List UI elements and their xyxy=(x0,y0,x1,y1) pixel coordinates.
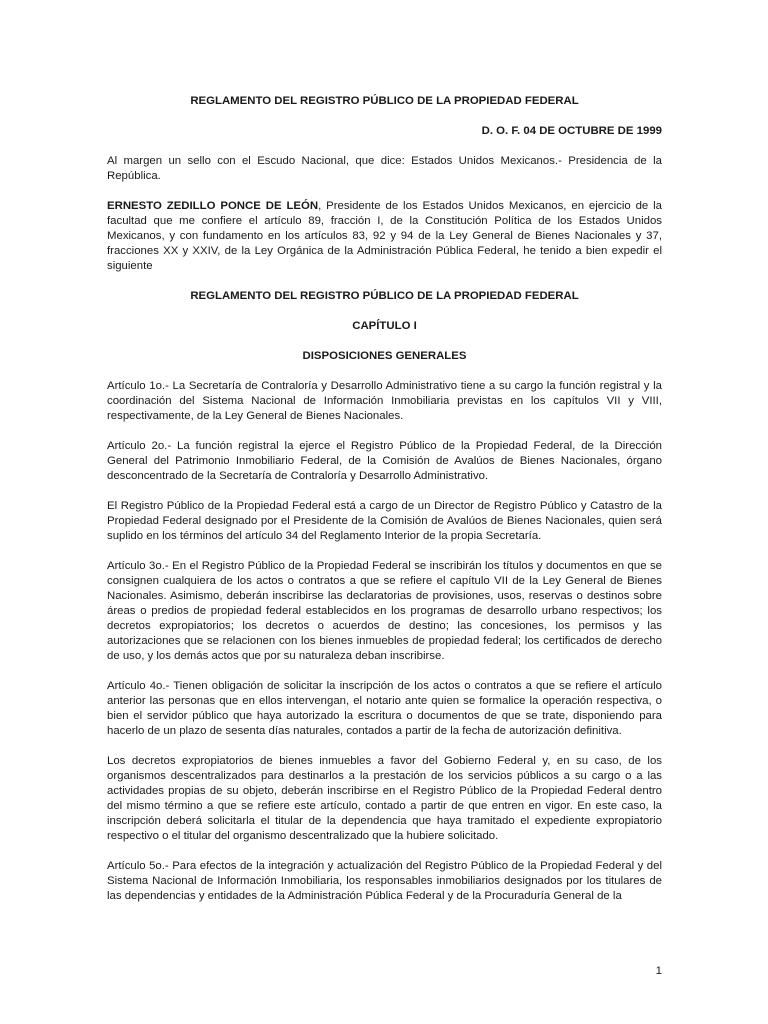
president-name: ERNESTO ZEDILLO PONCE DE LEÓN xyxy=(107,200,319,212)
document-page xyxy=(107,94,662,919)
article-4: Artículo 4o.- Tienen obligación de solicitar la inscripción de los actos o contratos a que se refiere el artículo anterior las personas que en ellos intervengan, el notario ante quien se formalice la operación respectiva, o bien el servidor público que haya autorizado la escritura o documentos de que se trate, disponiendo para hacerlo de un plazo de sesenta días naturales, contados a partir de la fecha de autorización definitiva. xyxy=(107,680,662,737)
article-2: Artículo 2o.- La función registral la ejerce el Registro Público de la Propiedad Federal, de la Dirección General del Patrimonio Inmobiliario Federal, de la Comisión de Avalúos de Bienes Nacionales, órgano desconcentrado de la Secretaría de Contraloría y Desarrollo Administrativo. xyxy=(107,440,662,482)
dof-date: D. O. F. 04 DE OCTUBRE DE 1999 xyxy=(481,125,662,137)
preamble-text: , Presidente de los Estados Unidos Mexicanos, en ejercicio de la facultad que me confiere el artículo 89, fracción I, de la Constitución Política de los Estados Unidos Mexicanos, y con fundamento en los artículos 83, 92 y 94 de la Ley General de Bienes Nacionales y 37, fracciones XX y XXIV, de la Ley Orgánica de la Administración Pública Federal, he tenido a bien expedir el siguiente xyxy=(107,200,662,272)
article-4-continuation: Los decretos expropiatorios de bienes inmuebles a favor del Gobierno Federal y, en su caso, de los organismos descentralizados para destinarlos a la prestación de los servicios públicos a su cargo o a las actividades propias de su objeto, deberán inscribirse en el Registro Público de la Propiedad Federal dentro del mismo término a que se refiere este artículo, contado a partir de que entren en vigor. En este caso, la inscripción deberá solicitarla el titular de la dependencia que haya tramitado el expediente expropiatorio respectivo o el titular del organismo descentralizado que la hubiere solicitado. xyxy=(107,755,662,842)
regulation-subtitle: REGLAMENTO DEL REGISTRO PÚBLICO DE LA PROPIEDAD FEDERAL xyxy=(190,290,579,302)
article-1: Artículo 1o.- La Secretaría de Contraloría y Desarrollo Administrativo tiene a su cargo la función registral y la coordinación del Sistema Nacional de Información Inmobiliaria previstas en los capítulos VII y VIII, respectivamente, de la Ley General de Bienes Nacionales. xyxy=(107,380,662,422)
preamble-paragraph xyxy=(107,199,662,274)
margin-note: Al margen un sello con el Escudo Nacional, que dice: Estados Unidos Mexicanos.- Presidencia de la República. xyxy=(107,155,662,182)
chapter-heading: CAPÍTULO I xyxy=(352,320,417,332)
document-title: REGLAMENTO DEL REGISTRO PÚBLICO DE LA PROPIEDAD FEDERAL xyxy=(190,95,579,107)
article-5: Artículo 5o.- Para efectos de la integración y actualización del Registro Público de la Propiedad Federal y del Sistema Nacional de Información Inmobiliaria, los responsables inmobiliarios designados por los titulares de las dependencias y entidades de la Administración Pública Federal y de la Procuraduría General de la xyxy=(107,860,662,902)
page-number: 1 xyxy=(655,965,662,977)
article-2-continuation: El Registro Público de la Propiedad Federal está a cargo de un Director de Registro Público y Catastro de la Propiedad Federal designado por el Presidente de la Comisión de Avalúos de Bienes Nacionales, quien será suplido en los términos del artículo 34 del Reglamento Interior de la propia Secretaría. xyxy=(107,500,662,542)
article-3: Artículo 3o.- En el Registro Público de la Propiedad Federal se inscribirán los títulos y documentos en que se consignen cualquiera de los actos o contratos a que se refiere el capítulo VII de la Ley General de Bienes Nacionales. Asimismo, deberán inscribirse las declaratorias de provisiones, usos, reservas o destinos sobre áreas o predios de propiedad federal establecidos en los programas de desarrollo urbano respectivos; los decretos expropiatorios; los decretos o acuerdos de destino; las concesiones, los permisos y las autorizaciones que se relacionen con los bienes inmuebles de propiedad federal; los certificados de derecho de uso, y los demás actos que por su naturaleza deban inscribirse. xyxy=(107,560,662,662)
chapter-title: DISPOSICIONES GENERALES xyxy=(302,350,467,362)
